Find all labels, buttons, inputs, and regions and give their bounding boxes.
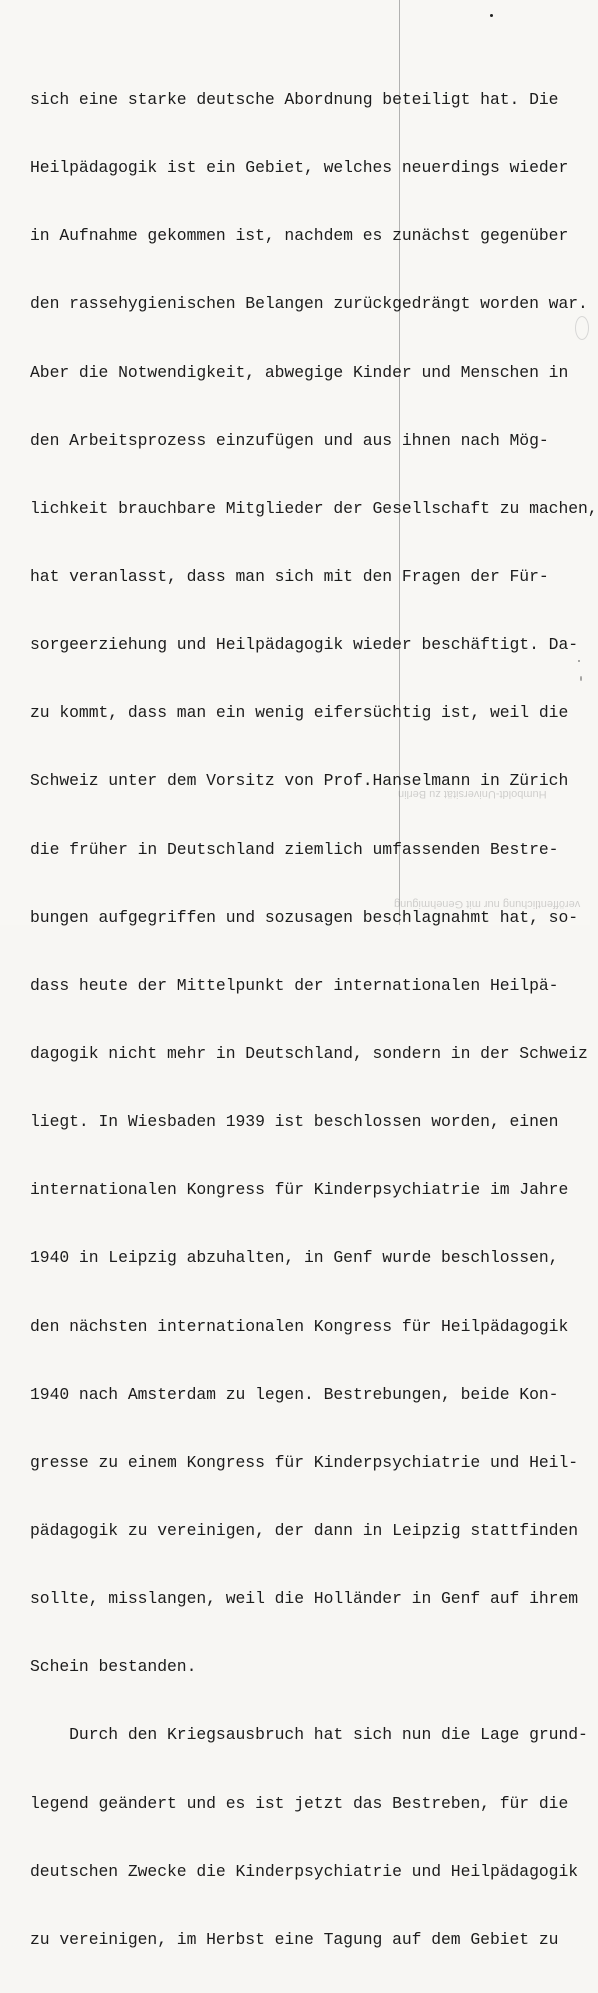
text-line: den rassehygienischen Belangen zurückgedrängt worden war.	[30, 294, 588, 314]
text-line: 1940 nach Amsterdam zu legen. Bestrebungen, beide Kon-	[30, 1384, 559, 1404]
ink-speck	[578, 660, 580, 662]
text-line: die früher in Deutschland ziemlich umfassenden Bestre-	[30, 839, 559, 859]
text-line: dass heute der Mittelpunkt der internationalen Heilpä-	[30, 975, 559, 995]
text-line: legend geändert und es ist jetzt das Bestreben, für die	[30, 1793, 569, 1813]
text-line: sollte, misslangen, weil die Holländer in Genf auf ihrem	[30, 1589, 579, 1609]
text-line: pädagogik zu vereinigen, der dann in Leipzig stattfinden	[30, 1520, 579, 1540]
text-line: bungen aufgegriffen und sozusagen beschlagnahmt hat, so-	[30, 907, 579, 927]
text-line: Heilpädagogik ist ein Gebiet, welches neuerdings wieder	[30, 158, 569, 178]
text-line: den nächsten internationalen Kongress für Heilpädagogik	[30, 1316, 569, 1336]
text-line: den Arbeitsprozess einzufügen und aus ihnen nach Mög-	[30, 430, 549, 450]
text-line: zu vereinigen, im Herbst eine Tagung auf dem Gebiet zu	[30, 1929, 559, 1949]
text-line: hat veranlasst, dass man sich mit den Fragen der Für-	[30, 566, 549, 586]
text-line: sorgeerziehung und Heilpädagogik wieder beschäftigt. Da-	[30, 635, 579, 655]
text-line: Schein bestanden.	[30, 1657, 197, 1677]
text-line: Aber die Notwendigkeit, abwegige Kinder und Menschen in	[30, 362, 569, 382]
archive-stamp	[394, 780, 590, 925]
margin-mark	[575, 316, 589, 340]
text-line: gresse zu einem Kongress für Kinderpsychiatrie und Heil-	[30, 1452, 579, 1472]
text-line: liegt. In Wiesbaden 1939 ist beschlossen worden, einen	[30, 1112, 559, 1132]
ink-speck	[580, 676, 582, 681]
text-line: 1940 in Leipzig abzuhalten, in Genf wurde beschlossen,	[30, 1248, 559, 1268]
text-line: zu kommt, dass man ein wenig eifersüchtig ist, weil die	[30, 703, 569, 723]
stamp-text: veröffentlichung nur mit Genehmigung	[394, 898, 581, 910]
document-body	[30, 47, 598, 1993]
text-line: sich eine starke deutsche Abordnung beteiligt hat. Die	[30, 90, 559, 109]
text-line: dagogik nicht mehr in Deutschland, sondern in der Schweiz	[30, 1043, 588, 1063]
ink-speck	[490, 14, 493, 17]
text-line: deutschen Zwecke die Kinderpsychiatrie und Heilpädagogik	[30, 1861, 579, 1881]
text-line: internationalen Kongress für Kinderpsychiatrie im Jahre	[30, 1180, 569, 1200]
text-line: Durch den Kriegsausbruch hat sich nun die Lage grund-	[30, 1725, 588, 1745]
text-line: lichkeit brauchbare Mitglieder der Gesellschaft zu machen,	[30, 498, 598, 518]
text-line: in Aufnahme gekommen ist, nachdem es zunächst gegenüber	[30, 226, 569, 246]
text-line: Schweiz unter dem Vorsitz von Prof.Hanselmann in Zürich	[30, 771, 569, 791]
stamp-text: Humboldt-Universität zu Berlin	[398, 788, 547, 800]
